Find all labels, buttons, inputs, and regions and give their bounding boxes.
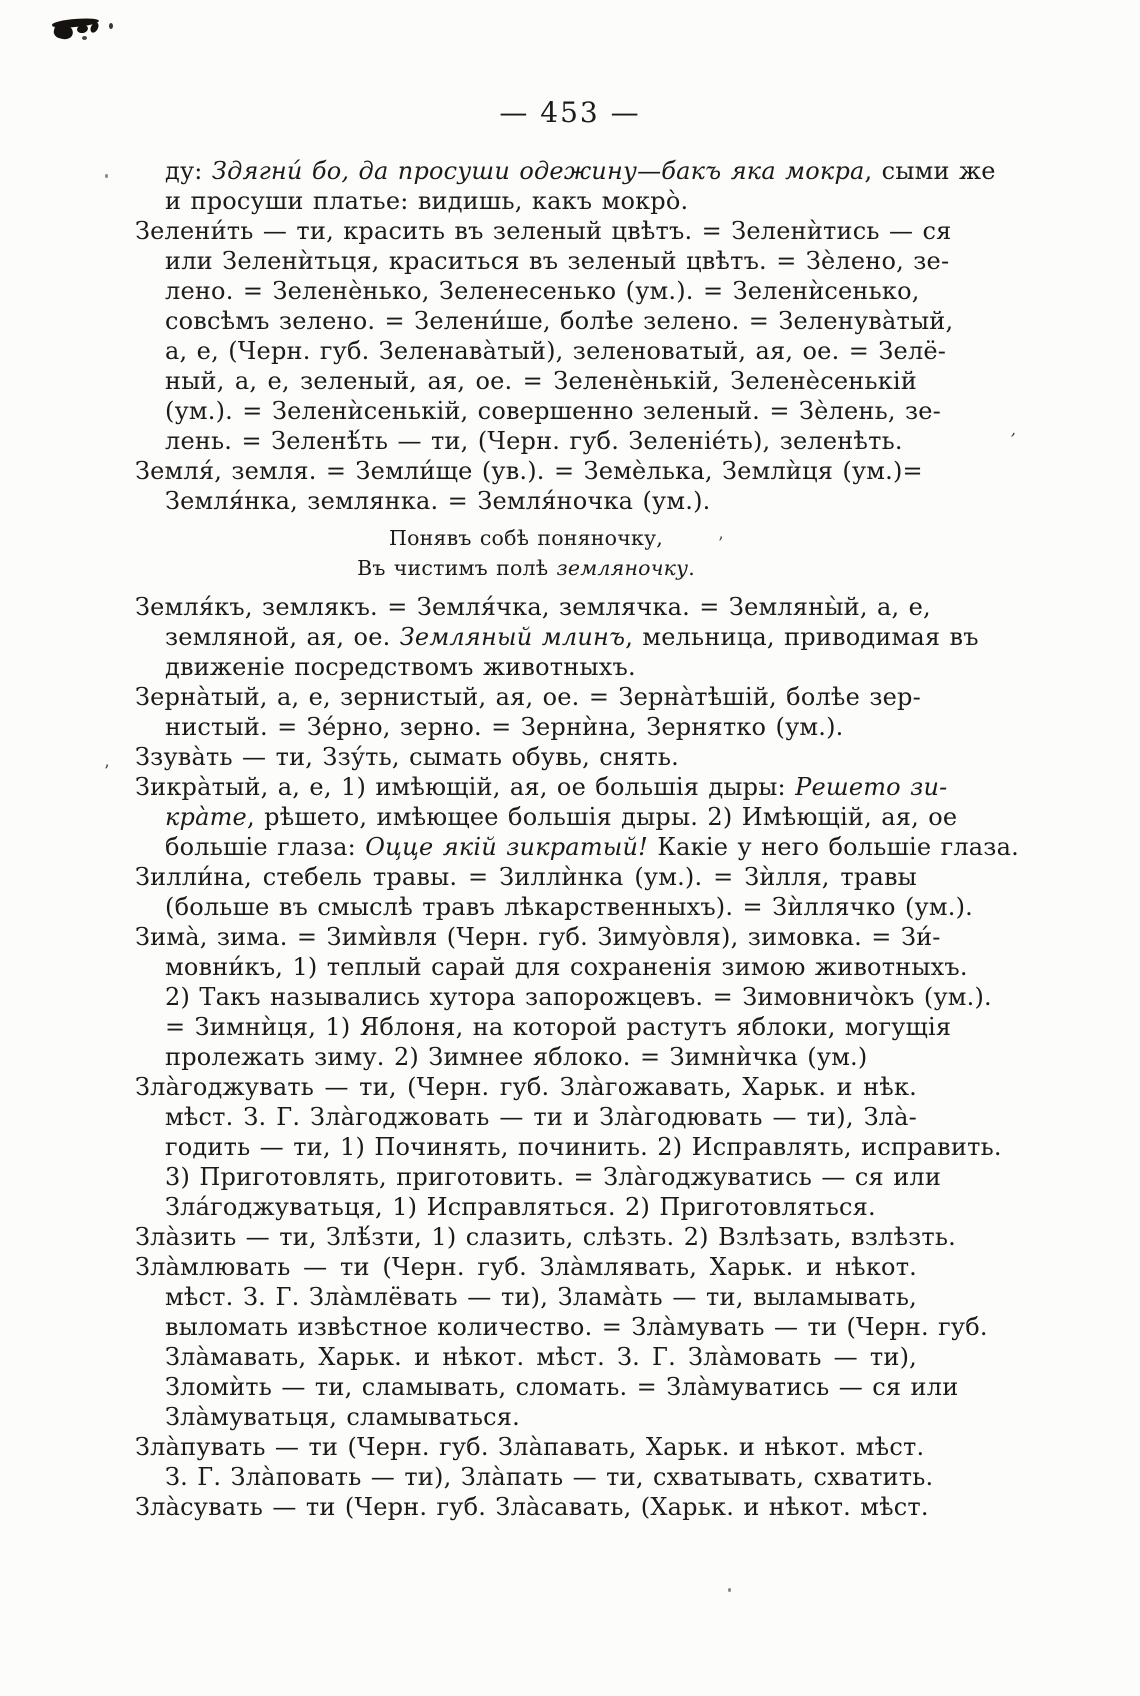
text-line: выломать извѣстное количество. = Зла̀мувать — ти (Черн. губ. [165, 1313, 988, 1341]
text-line: Зла̀сувать — ти (Черн. губ. Зла̀савать, (Харьк. и нѣкот. мѣст. [135, 1493, 929, 1521]
text-line: = Зимнѝця, 1) Яблоня, на которой растутъ яблоки, могущія [165, 1013, 952, 1041]
scan-speck [105, 174, 108, 178]
text-line: лень. = Зеленѣ́ть — ти, (Черн. губ. Зеленіе́ть), зеленѣть. [165, 427, 903, 455]
text-line: годить — ти, 1) Починять, починить. 2) Исправлять, исправить. [165, 1133, 1002, 1161]
entry-zima [135, 922, 992, 1072]
page-number-text: — 453 — [499, 96, 641, 129]
text-line: мѣст. З. Г. Зла̀годжовать — ти и Зла̀годювать — ти), Зла̀- [165, 1103, 917, 1131]
verse-quote [135, 523, 917, 583]
text-line: мовни́къ, 1) теплый сарай для сохраненія зимою животныхъ. [165, 953, 968, 981]
entry-zlazit [135, 1222, 957, 1252]
text-line: Зерна̀тый, а, е, зернистый, ая, ое. = Зерна̀тѣшій, болѣе зер- [135, 683, 921, 711]
text-line: З. Г. Зла̀повать — ти), Зла̀пать — ти, схватывать, схватить. [165, 1463, 934, 1491]
text-line: (больше въ смыслѣ травъ лѣкарственныхъ). = Зѝллячко (ум.). [165, 893, 973, 921]
entry-zemlya [135, 456, 923, 516]
text-line: мѣст. З. Г. Зла̀млёвать — ти), Злама̀ть — ти, выламывать, [165, 1283, 917, 1311]
text-line: Зла́годжуватьця, 1) Исправляться. 2) Приготовляться. [165, 1193, 876, 1221]
text-line: Земля́къ, землякъ. = Земля́чка, землячка. = Земляны̀й, а, е, [135, 593, 931, 621]
entry-zelenit [135, 216, 954, 456]
text-line: Ззува̀ть — ти, Ззу́ть, сымать обувь, снять. [135, 743, 679, 771]
text-line: Зла̀млювать — ти (Черн. губ. Зла̀млявать, Харьк. и нѣкот. [135, 1253, 917, 1281]
entry-zlagodzhuvat [135, 1072, 1002, 1222]
scan-speck: ’ [104, 762, 110, 782]
scan-speck: ’ [718, 534, 724, 554]
ink-smudge [52, 16, 122, 46]
entry-zlamlyuvat [135, 1252, 988, 1432]
scan-speck [728, 1588, 731, 1592]
text-line: Зломѝть — ти, сламывать, сломать. = Зла̀муватись — ся или [165, 1373, 959, 1401]
text-line: Въ чистимъ полѣ земляночку. [357, 556, 695, 580]
text-line: 3) Приготовлять, приготовить. = Зла̀годжуватись — ся или [165, 1163, 942, 1191]
text-line: Зима̀, зима. = Зимѝвля (Черн. губ. Зимуо̀вля), зимовка. = Зи́- [135, 923, 941, 951]
entry-zemlyak [135, 592, 979, 682]
text-line: Зелени́ть — ти, красить въ зеленый цвѣтъ. = Зеленѝтись — ся [135, 217, 952, 245]
text-line: ный, а, е, зеленый, ая, ое. = Зеленѐнькій, Зеленѐсенькій [165, 367, 917, 395]
text-line: совсѣмъ зелено. = Зелени́ше, болѣе зелено. = Зеленува̀тый, [165, 307, 954, 335]
entry-zzuvat [135, 742, 917, 772]
text-line: Зла̀годжувать — ти, (Черн. губ. Зла̀гожавать, Харьк. и нѣк. [135, 1073, 917, 1101]
page-number [0, 96, 1140, 129]
text-line: пролежать зиму. 2) Зимнее яблоко. = Зимнѝчка (ум.) [165, 1043, 868, 1071]
text-line: а, е, (Черн. губ. Зеленава̀тый), зеленоватый, ая, ое. = Зелё- [165, 337, 947, 365]
text-line: Зла̀пувать — ти (Черн. губ. Зла̀павать, Харьк. и нѣкот. мѣст. [135, 1433, 925, 1461]
text-line: движеніе посредствомъ животныхъ. [165, 653, 636, 681]
text-line: 2) Такъ назывались хутора запорожцевъ. = Зимовничо̀къ (ум.). [165, 983, 992, 1011]
text-line: Земля́, земля. = Земли́ще (ув.). = Земѐлька, Землѝця (ум.)= [135, 457, 923, 485]
scan-speck: ’ [1007, 429, 1017, 451]
text-line: земляной, ая, ое. Земляный млинъ, мельница, приводимая въ [165, 623, 979, 651]
text-line: Зла̀зить — ти, Злѣ́зти, 1) слазить, слѣзть. 2) Взлѣзать, взлѣзть. [135, 1223, 957, 1251]
text-line: и просуши платье: видишь, какъ мокро̀. [165, 187, 689, 215]
text-line: Понявъ собѣ поняночку, [389, 526, 663, 550]
entry-continuation-du [135, 156, 996, 216]
text-line: Зла̀муватьця, сламываться. [165, 1403, 520, 1431]
text-line: кра̀те, рѣшето, имѣющее большія дыры. 2) Имѣющій, ая, ое [165, 803, 958, 831]
text-line: Зла̀мавать, Харьк. и нѣкот. мѣст. З. Г. Зла̀мовать — ти), [165, 1343, 917, 1371]
entry-zillina [135, 862, 973, 922]
text-line: Зилли́на, стебель травы. = Зиллѝнка (ум.). = Зѝлля, травы [135, 863, 917, 891]
text-line: ду: Здягни́ бо, да просуши одежину—бакъ яка мокра, сыми же [165, 157, 996, 185]
entry-zernatyy [135, 682, 921, 742]
text-line: (ум.). = Зеленѝсенькій, совершенно зеленый. = Зѐлень, зе- [165, 397, 941, 425]
text-line: лено. = Зеленѐнько, Зеленесенько (ум.). = Зеленѝсенько, [165, 277, 920, 305]
entry-zlapuvat [135, 1432, 934, 1492]
dictionary-text-column [135, 156, 1019, 1522]
text-line: или Зеленѝтьця, краситься въ зеленый цвѣтъ. = Зѐлено, зе- [165, 247, 950, 275]
text-line: нистый. = Зе́рно, зерно. = Зернѝна, Зернятко (ум.). [165, 713, 844, 741]
text-line: Земля́нка, землянка. = Земля́ночка (ум.). [165, 487, 711, 515]
text-line: Зикра̀тый, а, е, 1) имѣющій, ая, ое большія дыры: Решето зи- [135, 773, 948, 801]
text-line: большіе глаза: Оцце якій зикратый! Какіе у него большіе глаза. [165, 833, 1019, 861]
entry-zikratyy [135, 772, 1019, 862]
entry-zlasuvat [135, 1492, 929, 1522]
